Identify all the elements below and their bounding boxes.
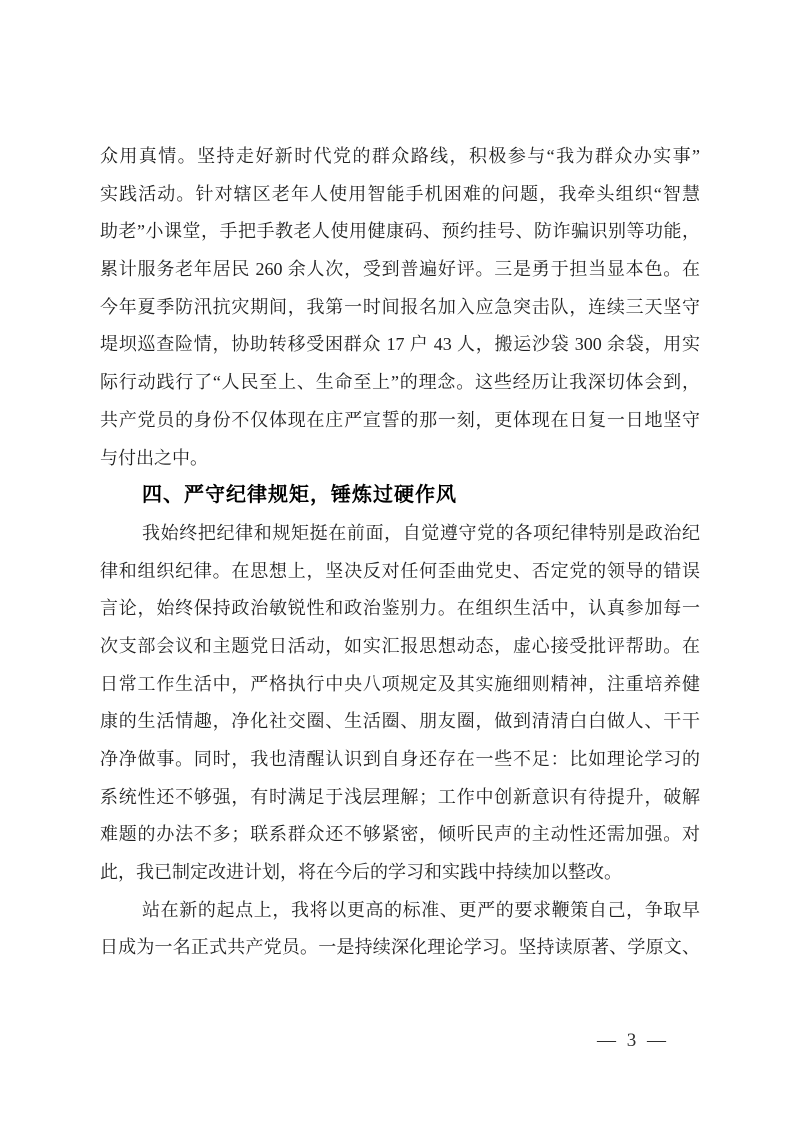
text-line: 与付出之中。 xyxy=(100,447,208,468)
text-line: 净净做事。同时，我也清醒认识到自身还存在一些不足：比如理论学习的 xyxy=(100,749,700,769)
text-line: 康的生活情趣，净化社交圈、生活圈、朋友圈，做到清清白白做人、干干 xyxy=(100,711,700,732)
text-line: 言论，始终保持政治敏锐性和政治鉴别力。在组织生活中，认真参加每一 xyxy=(100,598,700,619)
text-line: 系统性还不够强，有时满足于浅层理解；工作中创新意识有待提升，破解 xyxy=(100,786,700,807)
text-line: 律和组织纪律。在思想上，坚决反对任何歪曲党史、否定党的领导的错误 xyxy=(100,560,700,581)
page-number: — 3 — xyxy=(597,1030,669,1051)
text-line: 我始终把纪律和规矩挺在前面，自觉遵守党的各项纪律特别是政治纪 xyxy=(142,522,700,543)
text-line: 此，我已制定改进计划，将在今后的学习和实践中持续加以整改。 xyxy=(100,862,622,883)
text-line: 堤坝巡查险情，协助转移受困群众 17 户 43 人，搬运沙袋 300 余袋，用实 xyxy=(100,334,700,355)
text-line: 众用真情。坚持走好新时代党的群众路线，积极参与“我为群众办实事” xyxy=(100,146,700,166)
section-heading: 四、严守纪律规矩，锤炼过硬作风 xyxy=(142,484,457,507)
text-line: 日常工作生活中，严格执行中央八项规定及其实施细则精神，注重培养健 xyxy=(100,673,700,694)
text-line: 实践活动。针对辖区老年人使用智能手机困难的问题，我牵头组织“智慧 xyxy=(100,183,700,204)
text-line: 助老”小课堂，手把手教老人使用健康码、预约挂号、防诈骗识别等功能， xyxy=(100,221,700,242)
text-line: 累计服务老年居民 260 余人次，受到普遍好评。三是勇于担当显本色。在 xyxy=(100,259,700,280)
text-line: 共产党员的身份不仅体现在庄严宣誓的那一刻，更体现在日复一日地坚守 xyxy=(100,409,700,430)
text-line: 日成为一名正式共产党员。一是持续深化理论学习。坚持读原著、学原文、 xyxy=(100,937,700,958)
text-line: 今年夏季防汛抗灾期间，我第一时间报名加入应急突击队，连续三天坚守 xyxy=(100,296,700,317)
text-line: 难题的办法不多；联系群众还不够紧密，倾听民声的主动性还需加强。对 xyxy=(100,824,700,845)
text-line: 站在新的起点上，我将以更高的标准、更严的要求鞭策自己，争取早 xyxy=(142,899,700,920)
document-body xyxy=(100,138,700,967)
text-line: 际行动践行了“人民至上、生命至上”的理念。这些经历让我深切体会到， xyxy=(100,372,700,393)
text-line: 次支部会议和主题党日活动，如实汇报思想动态，虚心接受批评帮助。在 xyxy=(100,635,700,656)
